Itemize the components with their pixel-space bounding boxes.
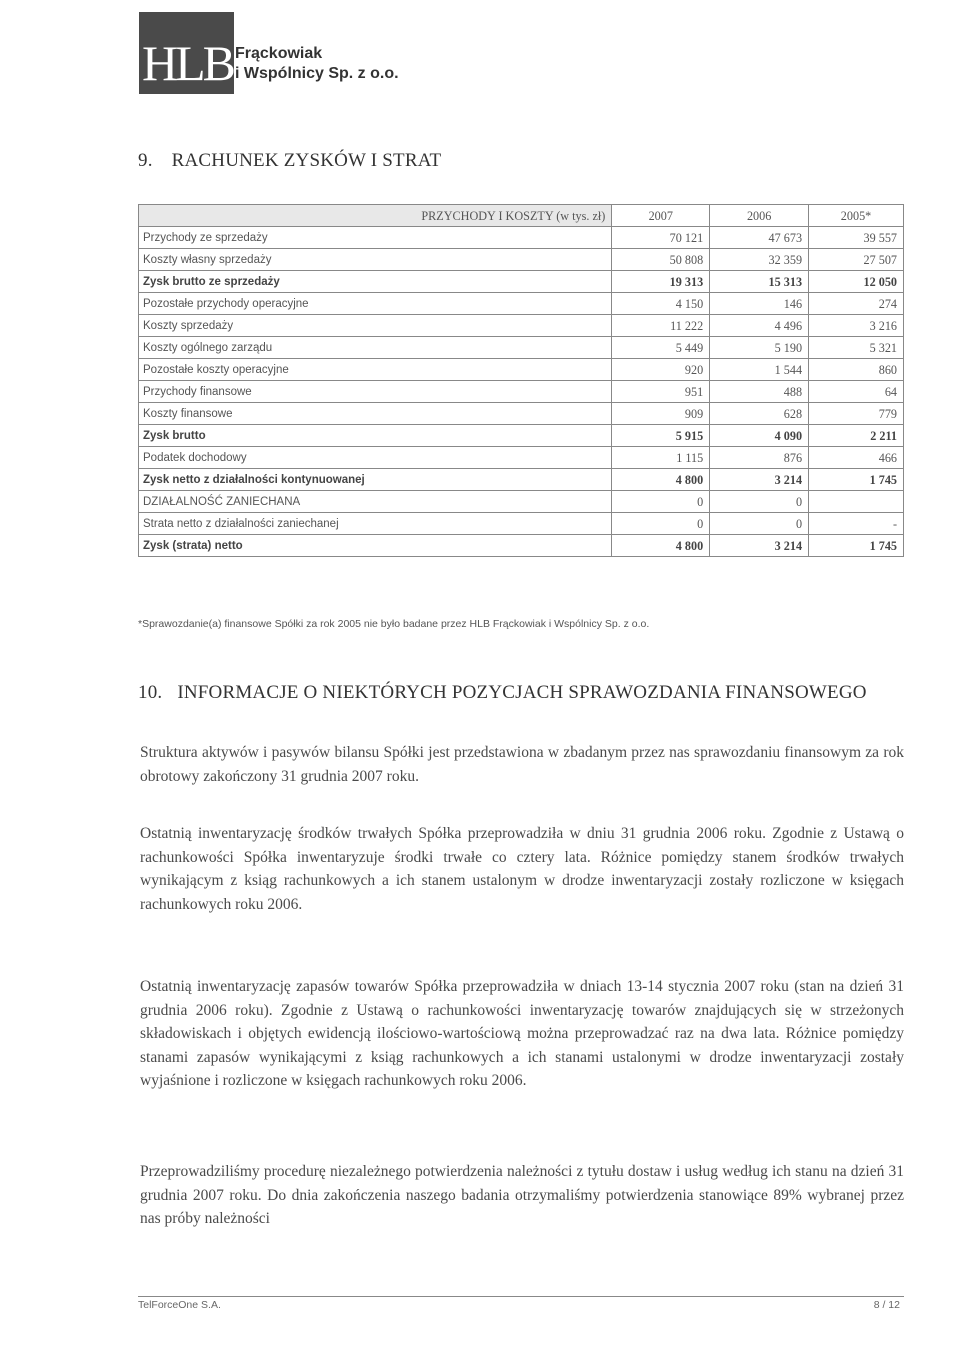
row-value: 3 214 [710,535,809,557]
logo-line-1: Frąckowiak [235,45,323,62]
row-value: 3 216 [809,315,904,337]
row-value: 1 115 [612,447,710,469]
logo-text [235,44,399,84]
row-value: 70 121 [612,227,710,249]
row-value: 15 313 [710,271,809,293]
row-label: Koszty sprzedaży [139,315,612,337]
table-row [139,359,904,381]
paragraph: Ostatnią inwentaryzację zapasów towarów Spółka przeprowadziła w dniach 13-14 stycznia 2007 roku (stan na dzień 31 grudnia 2006 roku). Zgodnie z Ustawą o rachunkowości inwentaryzację towarów znajdujących się w strzeżonych składowiskach i objętych ewidencją ilościowo-wartościową można przeprowadzać raz na dwa lata. Różnice pomiędzy stanami zapasów wynikającymi z ksiąg rachunkowych a ich stanami ustalonymi w drodze inwentaryzacji zostały wyjaśnione i rozliczone w księgach rachunkowych roku 2006. [140,978,904,1089]
row-label: Przychody finansowe [139,381,612,403]
table-row [139,535,904,557]
row-value: 39 557 [809,227,904,249]
row-value: 4 496 [710,315,809,337]
logo-mark [139,12,234,94]
logo-mark-text: HLB [142,35,233,91]
row-value: 146 [710,293,809,315]
row-value: 27 507 [809,249,904,271]
row-value: 12 050 [809,271,904,293]
row-value: 0 [710,513,809,535]
logo-line-2: i Wspólnicy Sp. z o.o. [235,65,399,82]
page-number: 8 / 12 [873,1299,900,1311]
row-label: Koszty finansowe [139,403,612,425]
row-value: 628 [710,403,809,425]
row-value: 3 214 [710,469,809,491]
row-value: 64 [809,381,904,403]
row-value: 0 [612,491,710,513]
row-value: 779 [809,403,904,425]
row-label: Zysk netto z działalności kontynuowanej [139,469,612,491]
table-row [139,249,904,271]
table-header-row [139,205,904,227]
row-label: Zysk brutto [139,425,612,447]
row-value: 860 [809,359,904,381]
table-row [139,491,904,513]
row-value: 876 [710,447,809,469]
section-9-number: 9. [138,150,153,171]
row-value: 4 800 [612,469,710,491]
year-header: 2005* [809,205,904,227]
row-label: DZIAŁALNOŚĆ ZANIECHANA [139,491,612,513]
table-row [139,447,904,469]
row-value: 909 [612,403,710,425]
section-9-heading [138,150,441,172]
row-value: 274 [809,293,904,315]
row-value: 5 321 [809,337,904,359]
row-value: 4 150 [612,293,710,315]
paragraph: Struktura aktywów i pasywów bilansu Spółki jest przedstawiona w zbadanym przez nas sprawozdaniu finansowym za rok obrotowy zakończony 31 grudnia 2007 roku. [140,744,904,785]
row-value: - [809,513,904,535]
income-statement-table [138,204,904,557]
section-10-heading [138,682,867,704]
table-row [139,337,904,359]
row-value: 4 090 [710,425,809,447]
row-value: 0 [710,491,809,513]
row-value: 1 745 [809,535,904,557]
row-value: 4 800 [612,535,710,557]
row-value: 19 313 [612,271,710,293]
section-10-title: INFORMACJE O NIEKTÓRYCH POZYCJACH SPRAWOZDANIA FINANSOWEGO [177,682,867,703]
footer-company: TelForceOne S.A. [138,1299,221,1311]
table-row [139,513,904,535]
table-row [139,315,904,337]
row-value: 488 [710,381,809,403]
row-value: 0 [612,513,710,535]
company-logo [139,12,509,94]
year-header: 2007 [612,205,710,227]
table-header-label: PRZYCHODY I KOSZTY (w tys. zł) [139,205,612,227]
row-value: 466 [809,447,904,469]
table-row [139,227,904,249]
row-label: Koszty ogólnego zarządu [139,337,612,359]
row-value: 11 222 [612,315,710,337]
table-row [139,381,904,403]
row-value: 47 673 [710,227,809,249]
row-value: 32 359 [710,249,809,271]
table-footnote: *Sprawozdanie(a) finansowe Spółki za rok 2005 nie było badane przez HLB Frąckowiak i Wspólnicy Sp. z o.o. [138,618,650,630]
page-footer [138,1296,904,1311]
section-10-number: 10. [138,682,163,703]
row-value: 5 915 [612,425,710,447]
section-9-title: RACHUNEK ZYSKÓW I STRAT [171,150,442,171]
table-row [139,293,904,315]
row-label: Koszty własny sprzedaży [139,249,612,271]
row-value: 2 211 [809,425,904,447]
table-row [139,271,904,293]
row-label: Podatek dochodowy [139,447,612,469]
row-label: Zysk brutto ze sprzedaży [139,271,612,293]
row-label: Pozostałe przychody operacyjne [139,293,612,315]
row-label: Strata netto z działalności zaniechanej [139,513,612,535]
row-value: 5 449 [612,337,710,359]
row-value: 5 190 [710,337,809,359]
paragraph: Ostatnią inwentaryzację środków trwałych Spółka przeprowadziła w dniu 31 grudnia 2006 roku. Zgodnie z Ustawą o rachunkowości Spółka inwentaryzuje środki trwałe co cztery lata. Różnice pomiędzy stanem środków trwałych wynikającym z ksiąg rachunkowych a ich stanem ustalonym w drodze inwentaryzacji zostały rozliczone w księgach rachunkowych roku 2006. [140,825,904,913]
year-header: 2006 [710,205,809,227]
table-row [139,425,904,447]
row-value [809,491,904,513]
row-label: Pozostałe koszty operacyjne [139,359,612,381]
row-value: 50 808 [612,249,710,271]
row-value: 1 745 [809,469,904,491]
row-value: 1 544 [710,359,809,381]
table-row [139,403,904,425]
paragraph: Przeprowadziliśmy procedurę niezależnego potwierdzenia należności z tytułu dostaw i usług według ich stanu na dzień 31 grudnia 2007 roku. Do dnia zakończenia naszego badania otrzymaliśmy potwierdzenia stanowiące 89% wybranej przez nas próby należności [140,1163,904,1227]
row-value: 920 [612,359,710,381]
row-label: Zysk (strata) netto [139,535,612,557]
table-row [139,469,904,491]
row-label: Przychody ze sprzedaży [139,227,612,249]
row-value: 951 [612,381,710,403]
